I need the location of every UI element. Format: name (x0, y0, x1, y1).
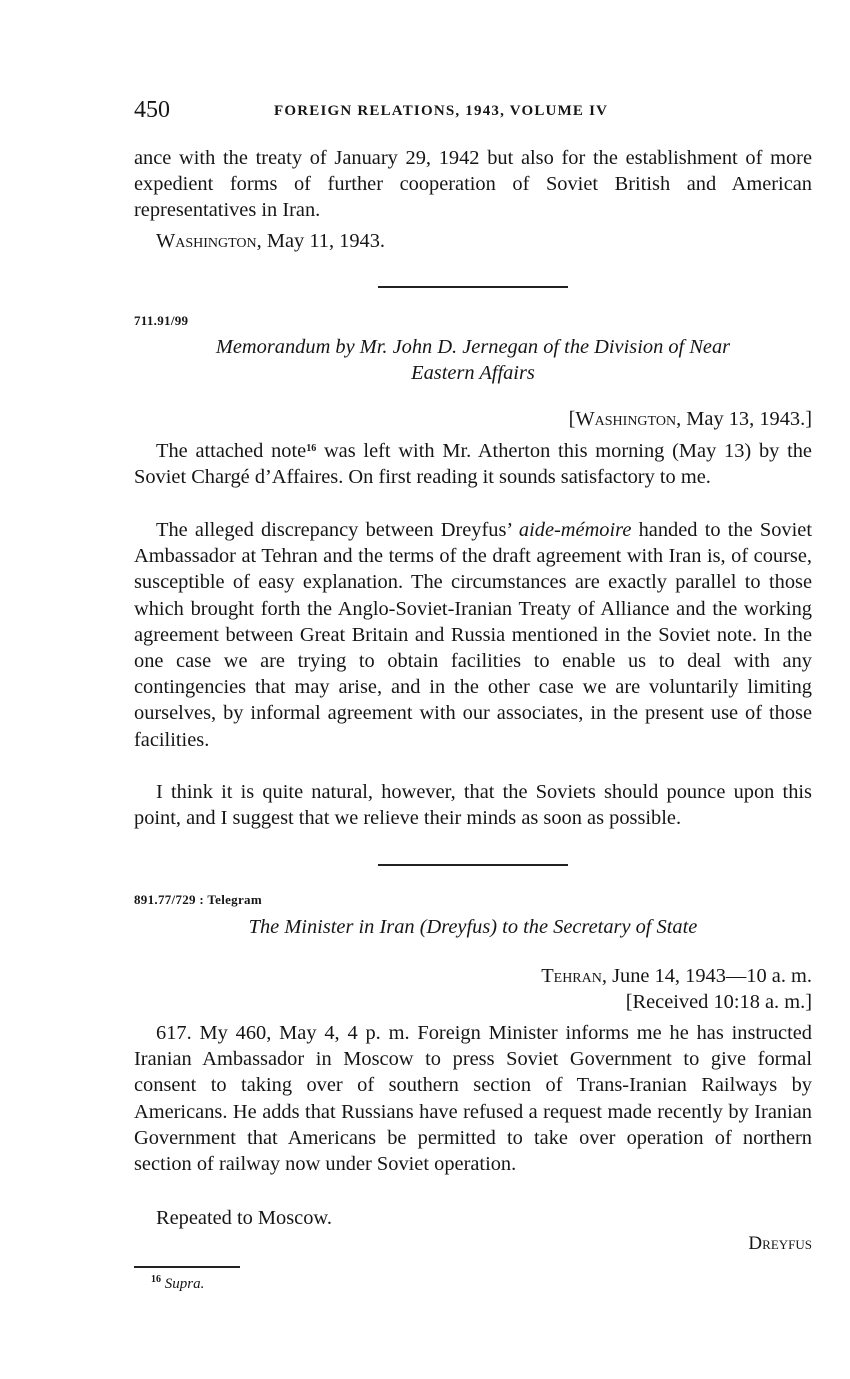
running-title: FOREIGN RELATIONS, 1943, VOLUME IV (274, 103, 609, 119)
file-reference: 891.77/729 : Telegram (134, 892, 262, 907)
telegram-title: The Minister in Iran (Dreyfus) to the Secretary of State (248, 916, 698, 938)
memo-paragraph: The attached note$^{16}$ was left with Mr. Atherton this morning (May 13) by the Soviet Chargé d’Affaires. On first reading it sounds satisfactory to me. (134, 440, 812, 489)
footnote (151, 1276, 204, 1293)
section-divider (378, 864, 568, 866)
footnote-reference[interactable]: 16 (306, 443, 317, 454)
page-number: 450 (134, 97, 170, 123)
file-reference: 711.91/99 (134, 313, 189, 328)
telegram-place: Tehran (541, 965, 602, 987)
continuation-paragraph: ance with the treaty of January 29, 1942 but also for the establishment of more expedient forms of further cooperation of Soviet British and American representatives in Iran. (134, 147, 812, 222)
memo-paragraph: I think it is quite natural, however, that the Soviets should pounce upon this point, and I suggest that we relieve their minds as soon as possible. (134, 781, 812, 830)
telegram-dateline: Tehran, June 14, 1943—10 a. m. (541, 965, 812, 987)
document-title (134, 334, 812, 386)
footnote-divider (134, 1266, 240, 1268)
document-title-line: Eastern Affairs (411, 362, 535, 384)
memo-paragraph: The alleged discrepancy between Dreyfus’ aide-mémoire handed to the Soviet Ambassador at Tehran and the terms of the draft agreement with Iran is, of course, susceptible of easy explanation. The circumstances are exactly parallel to those which brought forth the Anglo-Soviet-Iranian Treaty of Alliance and the working agreement between Great Britain and Russia mentioned in the Soviet note. In the one case we are trying to obtain facilities to enable us to deal with any contingencies that may arise, and in the other case we are voluntarily limiting ourselves, by informal agreement with our associates, in the present use of those facilities. (134, 519, 812, 751)
telegram-paragraph: 617. My 460, May 4, 4 p. m. Foreign Minister informs me he has instructed Iranian Ambassador in Moscow to press Soviet Government to give formal consent to taking over of southern section of Trans-Iranian Railways by Americans. He adds that Russians have refused a request made recently by Iranian Government that Americans be permitted to take over operation of northern section of railway now under Soviet operation. (134, 1022, 812, 1176)
section-divider (378, 286, 568, 288)
dateline-date: , May 11, 1943. (256, 230, 386, 252)
memo-dateline-place: Washington (575, 408, 677, 430)
closing-dateline (134, 228, 812, 254)
memo-dateline: [Washington, May 13, 1943.] (568, 408, 812, 430)
telegram-paragraph: Repeated to Moscow. (156, 1207, 332, 1229)
footnote-text: Supra. (164, 1276, 205, 1292)
signature: Dreyfus (748, 1233, 812, 1254)
received-line: [Received 10:18 a. m.] (625, 991, 812, 1013)
footnote-number: 16 (151, 1274, 161, 1285)
dateline-place: Washington (156, 230, 257, 252)
document-title-line: Memorandum by Mr. John D. Jernegan of the Division of Near (215, 336, 731, 358)
